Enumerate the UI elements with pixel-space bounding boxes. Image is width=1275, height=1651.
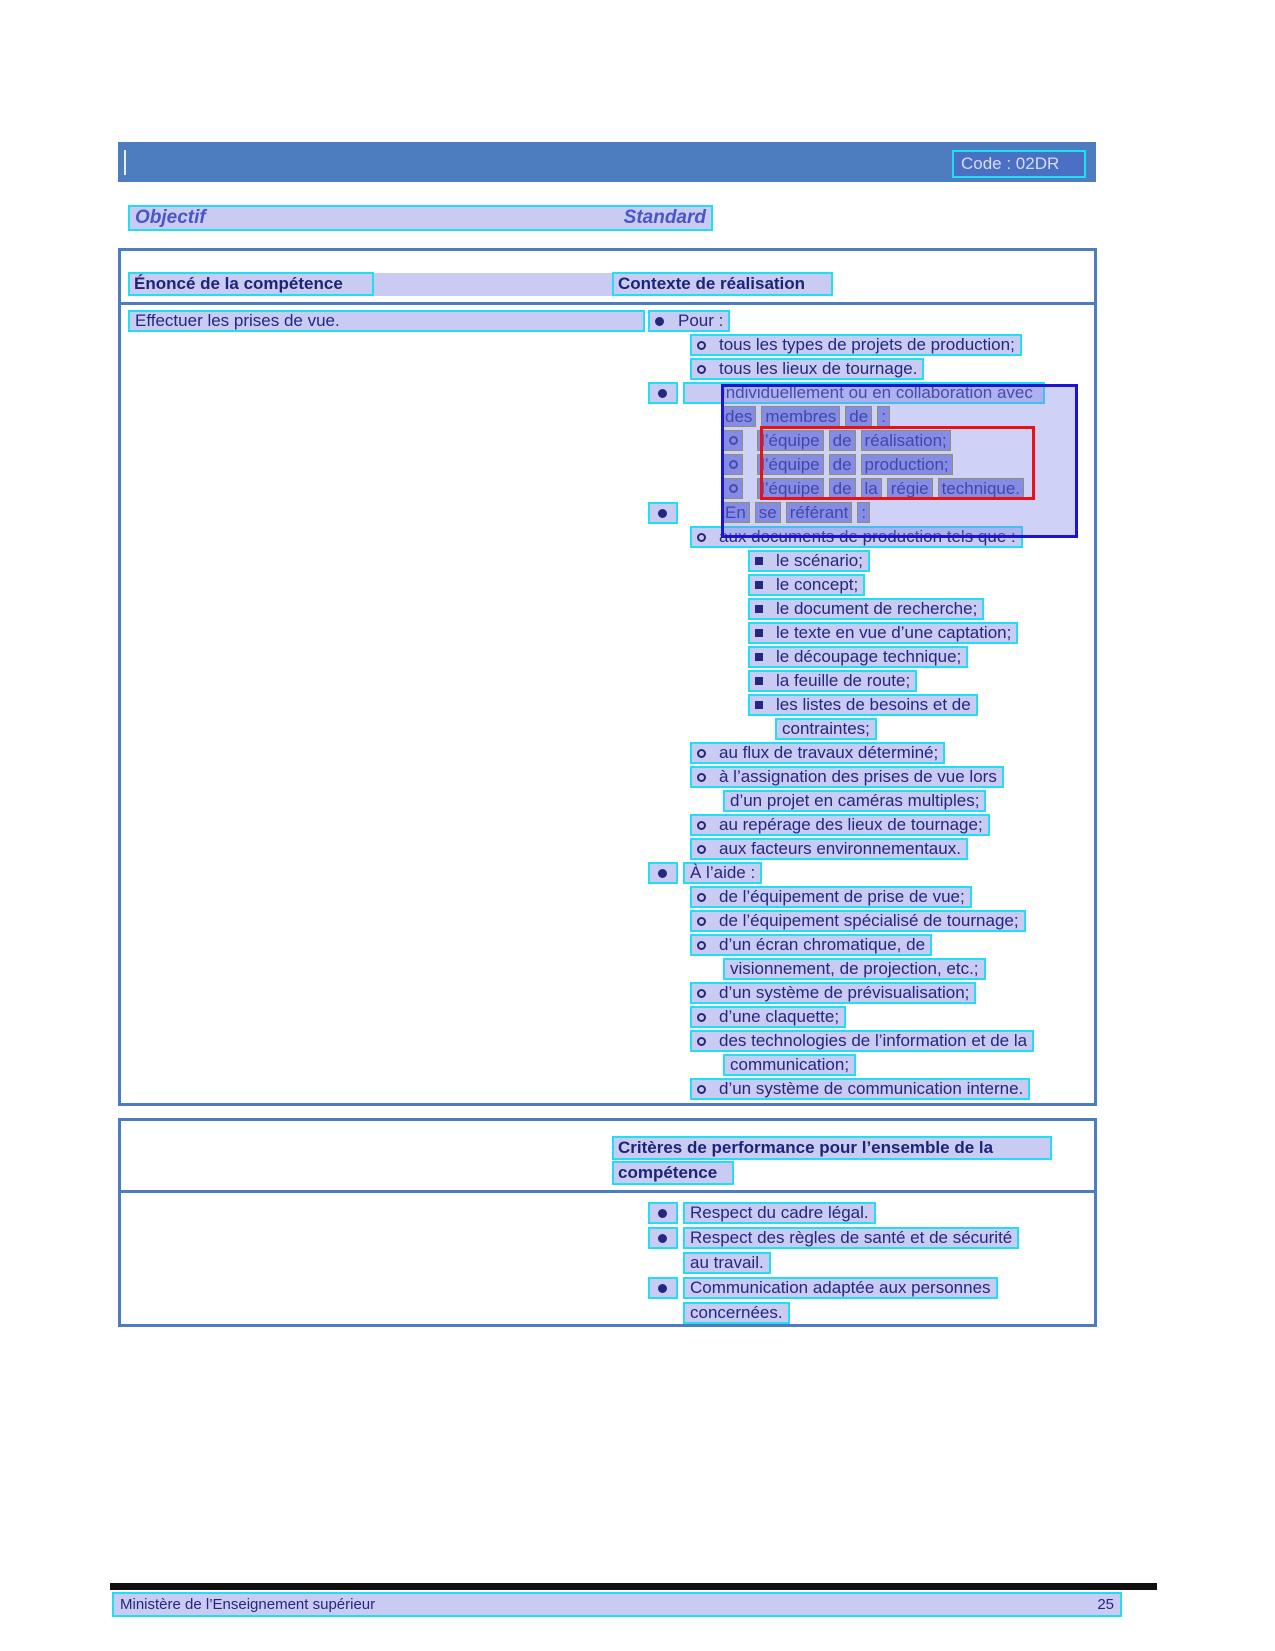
word-box: des bbox=[721, 406, 756, 427]
highlight-band bbox=[690, 814, 990, 836]
line-text: d’un projet en caméras multiples; bbox=[730, 791, 980, 810]
line-text: de l’équipement spécialisé de tournage; bbox=[719, 911, 1019, 930]
context-line bbox=[775, 718, 877, 740]
word-box: l’équipe bbox=[757, 430, 824, 451]
context-line bbox=[690, 358, 924, 380]
line-text: au repérage des lieux de tournage; bbox=[719, 815, 983, 834]
highlight-band bbox=[690, 1030, 1034, 1052]
bullet-box bbox=[648, 1227, 678, 1249]
line-text: communication; bbox=[730, 1055, 850, 1074]
bullet-circle-icon bbox=[697, 845, 706, 854]
bullet-circle-icon bbox=[697, 941, 706, 950]
table-header-separator bbox=[118, 302, 1097, 305]
bullet-square-icon bbox=[755, 557, 763, 565]
bullet-dot-icon bbox=[658, 1209, 667, 1218]
highlight-band bbox=[723, 1054, 856, 1076]
bullet-dot-icon bbox=[658, 509, 667, 518]
bullet-circle-icon bbox=[697, 893, 706, 902]
bullet-box bbox=[648, 382, 678, 404]
bullet-circle-icon bbox=[697, 1085, 706, 1094]
bullet-circle-icon bbox=[697, 773, 706, 782]
highlight-band bbox=[723, 958, 986, 980]
line-text: au travail. bbox=[690, 1253, 764, 1272]
line-text: aux documents de production tels que : bbox=[719, 527, 1016, 546]
column-header-contexte: Contexte de réalisation bbox=[612, 272, 833, 296]
line-text: contraintes; bbox=[782, 719, 870, 738]
highlight-band bbox=[775, 718, 877, 740]
bullet-square-icon bbox=[755, 653, 763, 661]
bullet-circle-icon bbox=[697, 917, 706, 926]
highlight-band bbox=[748, 694, 978, 716]
bullet-circle-icon bbox=[697, 1013, 706, 1022]
highlight-band bbox=[690, 358, 924, 380]
red-annotation-box[interactable] bbox=[760, 426, 1035, 500]
context-line bbox=[690, 1078, 1030, 1100]
context-line bbox=[723, 1054, 856, 1076]
word-box: En bbox=[721, 502, 750, 523]
line-text: le découpage technique; bbox=[776, 647, 962, 666]
context-line bbox=[690, 934, 932, 956]
highlight-band bbox=[683, 1252, 771, 1274]
word-box: se bbox=[755, 502, 781, 523]
highlight-band bbox=[683, 1302, 790, 1324]
line-text: Respect du cadre légal. bbox=[690, 1203, 869, 1222]
line-text: Individuellement ou en collaboration avec bbox=[721, 383, 1033, 402]
word-box: l’équipe bbox=[757, 454, 824, 475]
word-box: référant bbox=[786, 502, 853, 523]
line-text: Communication adaptée aux personnes bbox=[690, 1278, 991, 1297]
line-text: le texte en vue d’une captation; bbox=[776, 623, 1012, 642]
highlight-band bbox=[748, 622, 1018, 644]
context-line bbox=[748, 622, 1018, 644]
word-box: de bbox=[829, 430, 856, 451]
highlight-band bbox=[690, 334, 1022, 356]
line-text: d’une claquette; bbox=[719, 1007, 840, 1026]
bullet-dot-icon bbox=[658, 389, 667, 398]
line-text: d’un système de prévisualisation; bbox=[719, 983, 970, 1002]
context-line bbox=[690, 334, 1022, 356]
bullet-box bbox=[648, 502, 678, 524]
context-line bbox=[690, 766, 1004, 788]
line-text: le document de recherche; bbox=[776, 599, 978, 618]
bullet-dot-icon bbox=[655, 317, 664, 326]
line-text: aux facteurs environnementaux. bbox=[719, 839, 961, 858]
criteria-header-line2: compétence bbox=[612, 1161, 734, 1185]
bullet-square-icon bbox=[755, 701, 763, 709]
criteria-header-line1: Critères de performance pour l’ensemble de la bbox=[612, 1136, 1052, 1160]
bullet-square-icon bbox=[755, 677, 763, 685]
word-box: la bbox=[861, 478, 882, 499]
line-text: concernées. bbox=[690, 1303, 783, 1322]
context-line bbox=[648, 1202, 876, 1224]
criteria-header-separator bbox=[118, 1190, 1097, 1193]
highlight-band bbox=[690, 886, 972, 908]
highlight-band bbox=[748, 598, 984, 620]
column-header-enonce: Énoncé de la compétence bbox=[128, 272, 374, 296]
context-line bbox=[748, 694, 978, 716]
bullet-circle-icon bbox=[697, 749, 706, 758]
word-box: de bbox=[845, 406, 872, 427]
page-number: 25 bbox=[1097, 1596, 1114, 1613]
word-box: technique. bbox=[938, 478, 1024, 499]
context-line bbox=[690, 1006, 846, 1028]
highlight-band bbox=[748, 646, 968, 668]
line-text: Pour : bbox=[678, 311, 724, 330]
highlight-band bbox=[690, 934, 932, 956]
context-line bbox=[723, 958, 986, 980]
highlight-band bbox=[690, 1006, 846, 1028]
highlight-band bbox=[690, 838, 968, 860]
word-box: de bbox=[829, 478, 856, 499]
word-box: régie bbox=[887, 478, 933, 499]
line-text: à l’assignation des prises de vue lors bbox=[719, 767, 997, 786]
context-line bbox=[648, 1277, 998, 1299]
context-line bbox=[648, 310, 730, 332]
highlight-band bbox=[683, 862, 762, 884]
highlight-band bbox=[748, 574, 865, 596]
context-line bbox=[748, 670, 917, 692]
bullet-circle-icon bbox=[697, 533, 706, 542]
line-text: tous les types de projets de production; bbox=[719, 335, 1015, 354]
competence-statement-line bbox=[128, 310, 645, 332]
bullet-circle-icon bbox=[697, 341, 706, 350]
context-line bbox=[690, 982, 976, 1004]
context-line bbox=[723, 790, 986, 812]
highlight-band bbox=[748, 550, 870, 572]
line-text: À l’aide : bbox=[690, 863, 756, 882]
context-line bbox=[748, 550, 870, 572]
standard-heading: Standard bbox=[623, 207, 706, 228]
line-text: d’un écran chromatique, de bbox=[719, 935, 926, 954]
context-line bbox=[690, 1030, 1034, 1052]
bullet-square-icon bbox=[755, 629, 763, 637]
competence-statement: Effectuer les prises de vue. bbox=[135, 311, 340, 330]
context-line bbox=[690, 742, 945, 764]
word-box: réalisation; bbox=[861, 430, 951, 451]
highlight-band bbox=[683, 1202, 876, 1224]
footer-band bbox=[112, 1592, 1122, 1617]
bullet-circle-icon bbox=[697, 1037, 706, 1046]
bullet-circle-icon bbox=[697, 989, 706, 998]
context-line bbox=[690, 814, 990, 836]
highlight-band bbox=[690, 742, 945, 764]
context-line bbox=[683, 1302, 790, 1324]
bullet-dot-icon bbox=[658, 1284, 667, 1293]
word-box: membres bbox=[761, 406, 840, 427]
footer-rule bbox=[110, 1583, 1157, 1590]
context-line bbox=[748, 574, 865, 596]
highlight-band bbox=[690, 766, 1004, 788]
context-line bbox=[648, 1227, 1019, 1249]
header-tick-mark bbox=[124, 150, 126, 175]
highlight-band bbox=[683, 1277, 998, 1299]
word-box: production; bbox=[861, 454, 953, 475]
word-box: : bbox=[857, 502, 870, 523]
code-badge bbox=[952, 150, 1086, 178]
word-box: l’équipe bbox=[757, 478, 824, 499]
footer-text: Ministère de l’Enseignement supérieur bbox=[120, 1596, 376, 1613]
bullet-box bbox=[648, 1277, 678, 1299]
line-text: la feuille de route; bbox=[776, 671, 911, 690]
highlight-band bbox=[690, 982, 976, 1004]
context-line bbox=[683, 1252, 771, 1274]
highlight-band bbox=[648, 310, 730, 332]
line-text: Respect des règles de santé et de sécurité bbox=[690, 1228, 1013, 1247]
context-line bbox=[748, 598, 984, 620]
context-line bbox=[748, 646, 968, 668]
bullet-dot-icon bbox=[658, 1234, 667, 1243]
highlight-band bbox=[690, 910, 1026, 932]
highlight-band bbox=[723, 790, 986, 812]
word-box: de bbox=[829, 454, 856, 475]
line-text: des technologies de l’information et de la bbox=[719, 1031, 1028, 1050]
bullet-box bbox=[648, 862, 678, 884]
objectif-heading: Objectif bbox=[135, 207, 206, 228]
line-text: de l’équipement de prise de vue; bbox=[719, 887, 965, 906]
document-header-bar bbox=[118, 142, 1096, 182]
line-text: le concept; bbox=[776, 575, 859, 594]
word-box: : bbox=[877, 406, 890, 427]
line-text: les listes de besoins et de bbox=[776, 695, 971, 714]
context-line bbox=[648, 862, 762, 884]
bullet-square-icon bbox=[755, 605, 763, 613]
bullet-circle-icon bbox=[697, 821, 706, 830]
highlight-band bbox=[748, 670, 917, 692]
line-text: le scénario; bbox=[776, 551, 863, 570]
bullet-box bbox=[648, 1202, 678, 1224]
bullet-circle-icon bbox=[697, 365, 706, 374]
bullet-dot-icon bbox=[658, 869, 667, 878]
code-badge-label: Code : 02DR bbox=[961, 154, 1060, 173]
line-text: tous les lieux de tournage. bbox=[719, 359, 918, 378]
highlight-band bbox=[690, 1078, 1030, 1100]
objectif-standard-heading bbox=[128, 205, 713, 231]
line-text: d’un système de communication interne. bbox=[719, 1079, 1024, 1098]
bullet-square-icon bbox=[755, 581, 763, 589]
line-text: visionnement, de projection, etc.; bbox=[730, 959, 979, 978]
highlight-band bbox=[683, 1227, 1019, 1249]
context-line bbox=[690, 886, 972, 908]
line-text: au flux de travaux déterminé; bbox=[719, 743, 939, 762]
context-line bbox=[690, 910, 1026, 932]
context-line bbox=[690, 838, 968, 860]
highlight-band bbox=[128, 310, 645, 332]
